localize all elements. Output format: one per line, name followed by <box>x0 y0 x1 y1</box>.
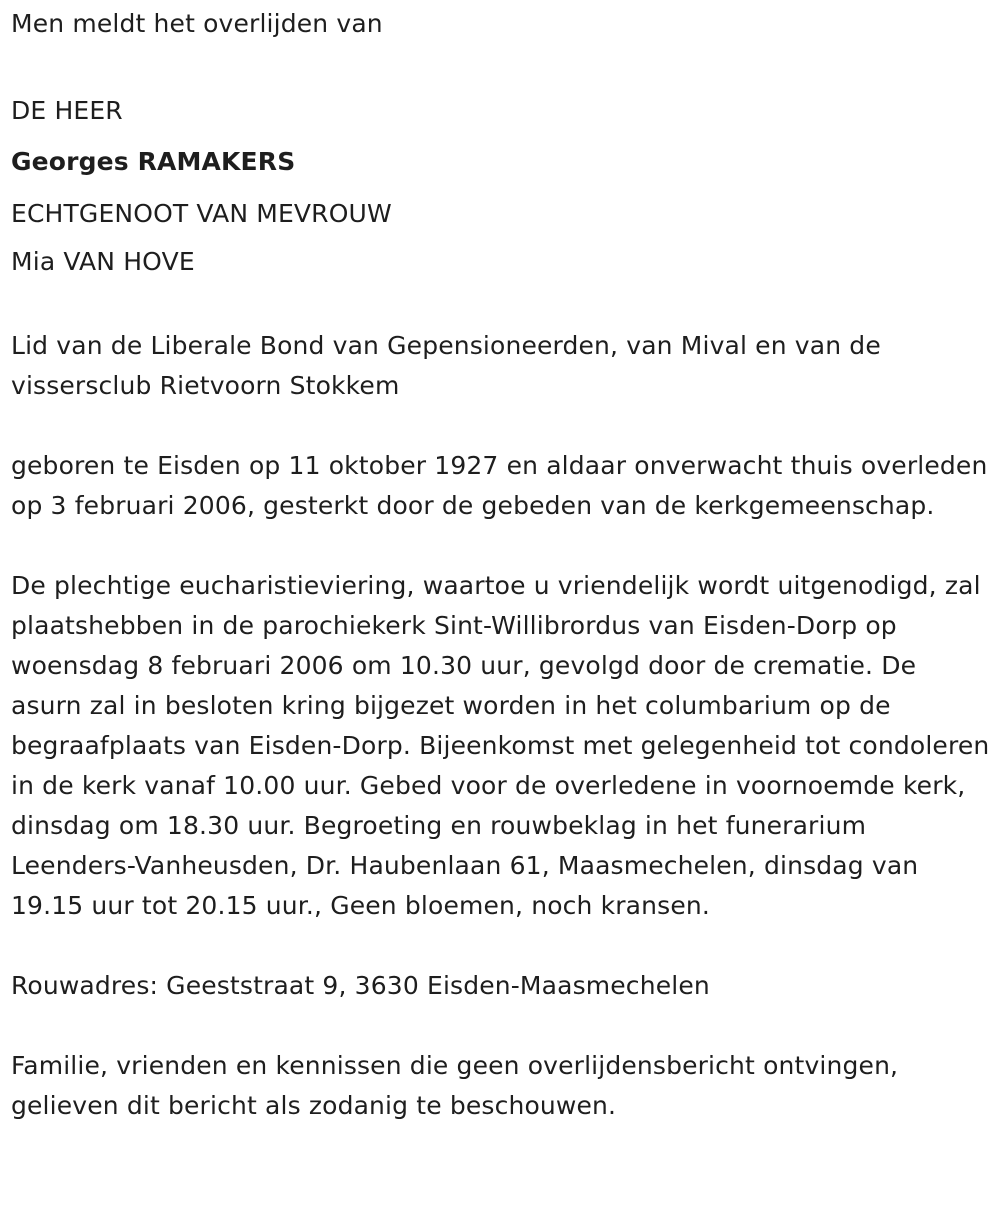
spacer <box>11 286 993 326</box>
closing-paragraph: Familie, vrienden en kennissen die geen overlijdensbericht ontvingen, gelieven dit bericht als zodanig te beschouwen. <box>11 1051 899 1120</box>
spacer <box>11 44 993 84</box>
birth-death-paragraph: geboren te Eisden op 11 oktober 1927 en aldaar onverwacht thuis overleden op 3 februari 2006, gesterkt door de gebeden van de kerkgemeenschap. <box>11 451 988 520</box>
honorific: DE HEER <box>11 96 123 125</box>
memberships-paragraph: Lid van de Liberale Bond van Gepensioneerden, van Mival en van de vissersclub Rietvoorn Stokkem <box>11 331 881 400</box>
spouse-name: Mia VAN HOVE <box>11 247 195 276</box>
spacer <box>11 526 993 566</box>
intro-text: Men meldt het overlijden van <box>11 9 383 38</box>
ceremony-paragraph: De plechtige eucharistieviering, waartoe u vriendelijk wordt uitgenodigd, zal plaatshebben in de parochiekerk Sint-Willibrordus van Eisden-Dorp op woensdag 8 februari 2006 om 10.30 uur, gevolgd door de crematie. De asurn zal in besloten kring bijgezet worden in het columbarium op de begraafplaats van Eisden-Dorp. Bijeenkomst met gelegenheid tot condoleren in de kerk vanaf 10.00 uur. Gebed voor de overledene in voornoemde kerk, dinsdag om 18.30 uur. Begroeting en rouwbeklag in het funerarium Leenders-Vanheusden, Dr. Haubenlaan 61, Maasmechelen, dinsdag van 19.15 uur tot 20.15 uur., Geen bloemen, noch kransen. <box>11 571 990 920</box>
deceased-name: Georges RAMAKERS <box>11 147 296 176</box>
spacer <box>11 926 993 966</box>
spacer <box>11 1006 993 1046</box>
spouse-label: ECHTGENOOT VAN MEVROUW <box>11 199 392 228</box>
spacer <box>11 406 993 446</box>
mourning-address: Rouwadres: Geeststraat 9, 3630 Eisden-Maasmechelen <box>11 971 710 1000</box>
death-notice <box>11 4 993 1126</box>
